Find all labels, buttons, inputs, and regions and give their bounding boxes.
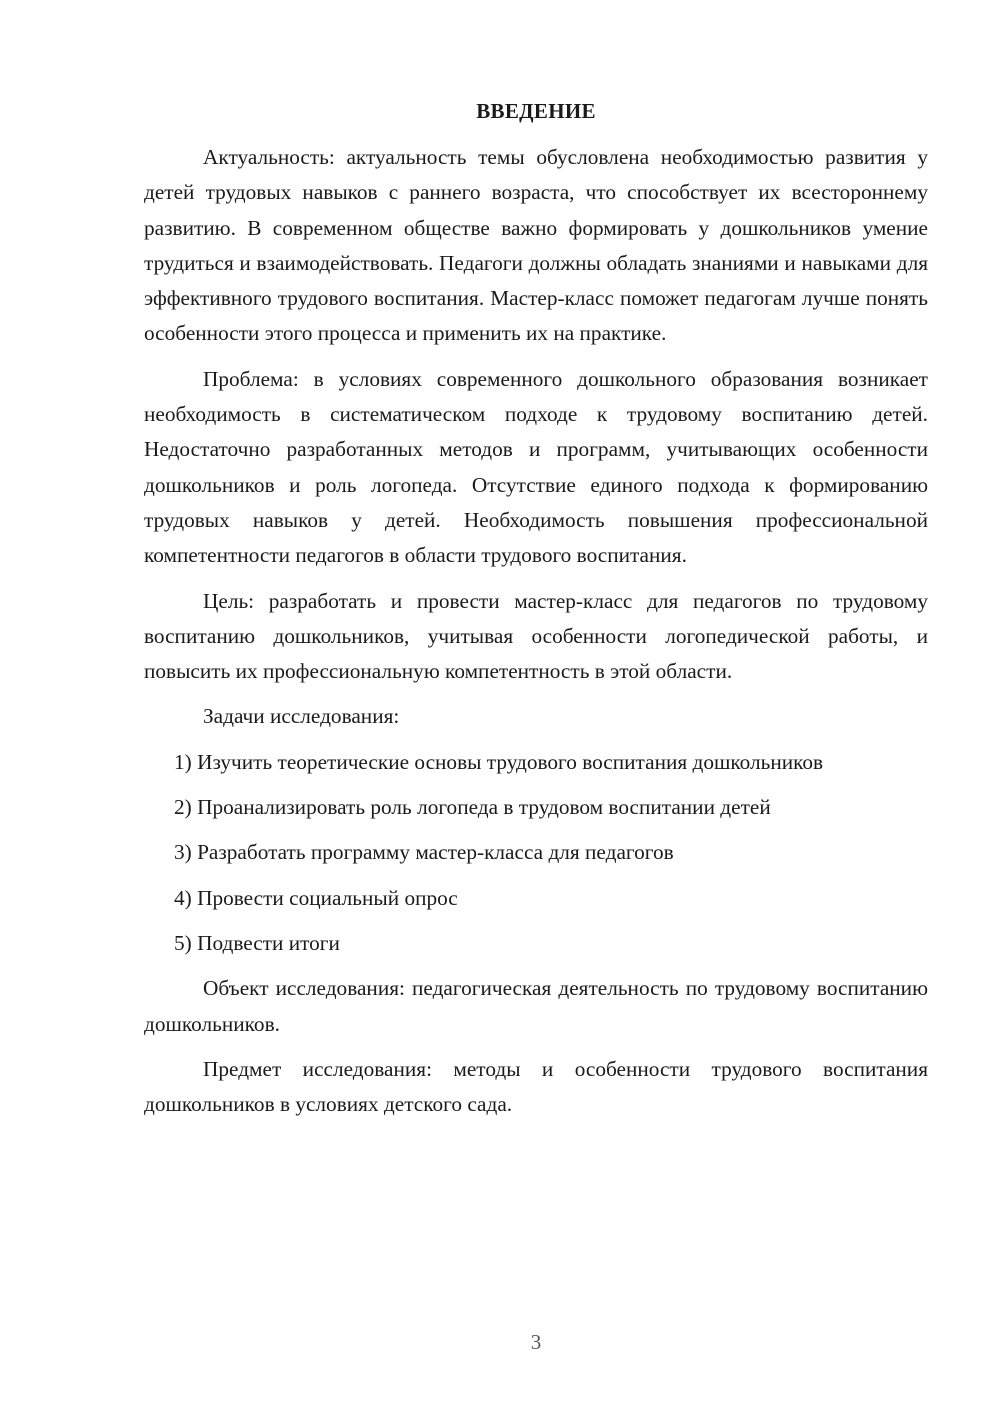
task-item: 3) Разработать программу мастер-класса для педагогов [174, 840, 674, 865]
task-item: 1) Изучить теоретические основы трудового воспитания дошкольников [174, 749, 824, 774]
problem-paragraph: Проблема: в условиях современного дошкольного образования возникает необходимость в систематическом подходе к трудовому воспитанию детей. Недостаточно разработанных методов и программ, учитывающих особенности дошкольников и роль логопеда. Отсутствие единого подхода к формированию трудовых навыков у детей. Необходимость повышения профессиональной компетентности педагогов в области трудового воспитания. [144, 366, 928, 568]
tasks-heading: Задачи исследования: [203, 704, 400, 729]
task-item: 2) Проанализировать роль логопеда в трудовом воспитании детей [174, 795, 771, 820]
page-title: ВВЕДЕНИЕ [476, 99, 596, 123]
goal-paragraph: Цель: разработать и провести мастер-класс для педагогов по трудовому воспитанию дошкольников, учитывая особенности логопедической работы, и повысить их профессиональную компетентность в этой области. [144, 588, 928, 684]
task-item: 5) Подвести итоги [174, 930, 340, 955]
task-item: 4) Провести социальный опрос [174, 885, 458, 910]
subject-paragraph: Предмет исследования: методы и особенности трудового воспитания дошкольников в условиях детского сада. [144, 1056, 928, 1117]
page-number: 3 [530, 1330, 542, 1354]
object-paragraph: Объект исследования: педагогическая деятельность по трудовому воспитанию дошкольников. [144, 976, 928, 1036]
document-page [144, 94, 928, 1132]
relevance-paragraph: Актуальность: актуальность темы обусловлена необходимостью развития у детей трудовых навыков с раннего возраста, что способствует их всестороннему развитию. В современном обществе важно формировать у дошкольников умение трудиться и взаимодействовать. Педагоги должны обладать знаниями и навыками для эффективного трудового воспитания. Мастер-класс поможет педагогам лучше понять особенности этого процесса и применить их на практике. [144, 145, 928, 346]
